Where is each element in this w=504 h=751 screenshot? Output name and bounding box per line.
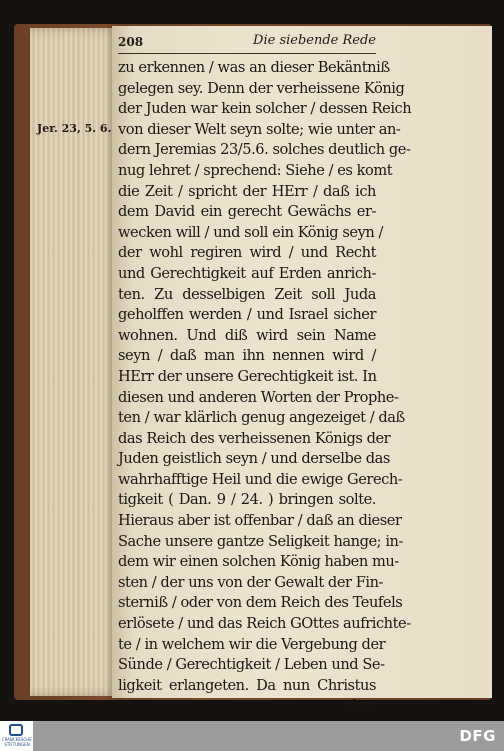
- text-line: Sache unsere gantze Seligkeit hange; in-: [118, 532, 403, 550]
- text-line: ten. Zu desselbigen Zeit soll Juda: [118, 285, 376, 303]
- text-line: das Reich des verheissenen Königs der: [118, 429, 391, 447]
- text-line: diesen und anderen Worten der Prophe-: [118, 388, 399, 406]
- text-line: erlösete / und das Reich GOttes aufrichte-: [118, 615, 411, 633]
- text-line: dem David ein gerecht Gewächs er-: [118, 203, 376, 221]
- text-line: die Zeit / spricht der HErr / daß ich: [118, 182, 376, 200]
- text-line: seyn / daß man ihn nennen wird /: [118, 347, 376, 365]
- footer-bar: [0, 721, 504, 751]
- margin-note: Jer. 23, 5. 6.: [37, 122, 112, 135]
- page-number: 208: [118, 35, 144, 49]
- text-line: HErr der unsere Gerechtigkeit ist. In: [118, 367, 377, 385]
- page-header: [118, 33, 376, 54]
- text-line: und Gerechtigkeit auf Erden anrich-: [118, 264, 376, 282]
- text-line: wohnen. Und diß wird sein Name: [118, 326, 376, 344]
- text-line: geholffen werden / und Israel sicher: [118, 306, 376, 324]
- text-line: ten / war klärlich genug angezeiget / daß: [118, 409, 405, 427]
- catchword: der-: [347, 697, 376, 715]
- text-line: zu erkennen / was an dieser Bekäntniß: [118, 59, 390, 76]
- running-head: Die siebende Rede: [253, 33, 376, 48]
- text-line: Sünde / Gerechtigkeit / Leben und Se-: [118, 656, 385, 674]
- dfg-logo[interactable]: DFG: [459, 727, 496, 745]
- text-line: wahrhafftige Heil und die ewige Gerech-: [118, 470, 403, 488]
- text-line: nug lehret / sprechend: Siehe / es komt: [118, 161, 393, 179]
- text-block: [118, 58, 412, 717]
- text-line: wecken will / und soll ein König seyn /: [118, 223, 383, 241]
- logo-mark-icon: [9, 724, 23, 736]
- text-line: sterniß / oder von dem Reich des Teufels: [118, 594, 403, 612]
- text-line: tigkeit ( Dan. 9 / 24. ) bringen solte.: [118, 491, 376, 509]
- text-line: te / in welchem wir die Vergebung der: [118, 635, 386, 653]
- text-line: Juden geistlich seyn / und derselbe das: [118, 450, 390, 468]
- franckesche-logo[interactable]: [0, 721, 33, 751]
- text-line: der Juden war kein solcher / dessen Reich: [118, 100, 412, 118]
- text-line: der wohl regiren wird / und Recht: [118, 244, 376, 262]
- text-line: Hieraus aber ist offenbar / daß an dieser: [118, 512, 402, 530]
- text-line: ligkeit erlangeten. Da nun Christus: [118, 676, 376, 694]
- text-line: sten / der uns von der Gewalt der Fin-: [118, 573, 384, 591]
- text-line: gelegen sey. Denn der verheissene König: [118, 79, 405, 97]
- text-line: dern Jeremias 23/5.6. solches deutlich ge-: [118, 141, 411, 159]
- text-line: von dieser Welt seyn solte; wie unter an-: [118, 120, 401, 138]
- text-line: dem wir einen solchen König haben mu-: [118, 553, 399, 571]
- logo-text: FRANCKESCHE STIFTUNGEN: [2, 737, 32, 747]
